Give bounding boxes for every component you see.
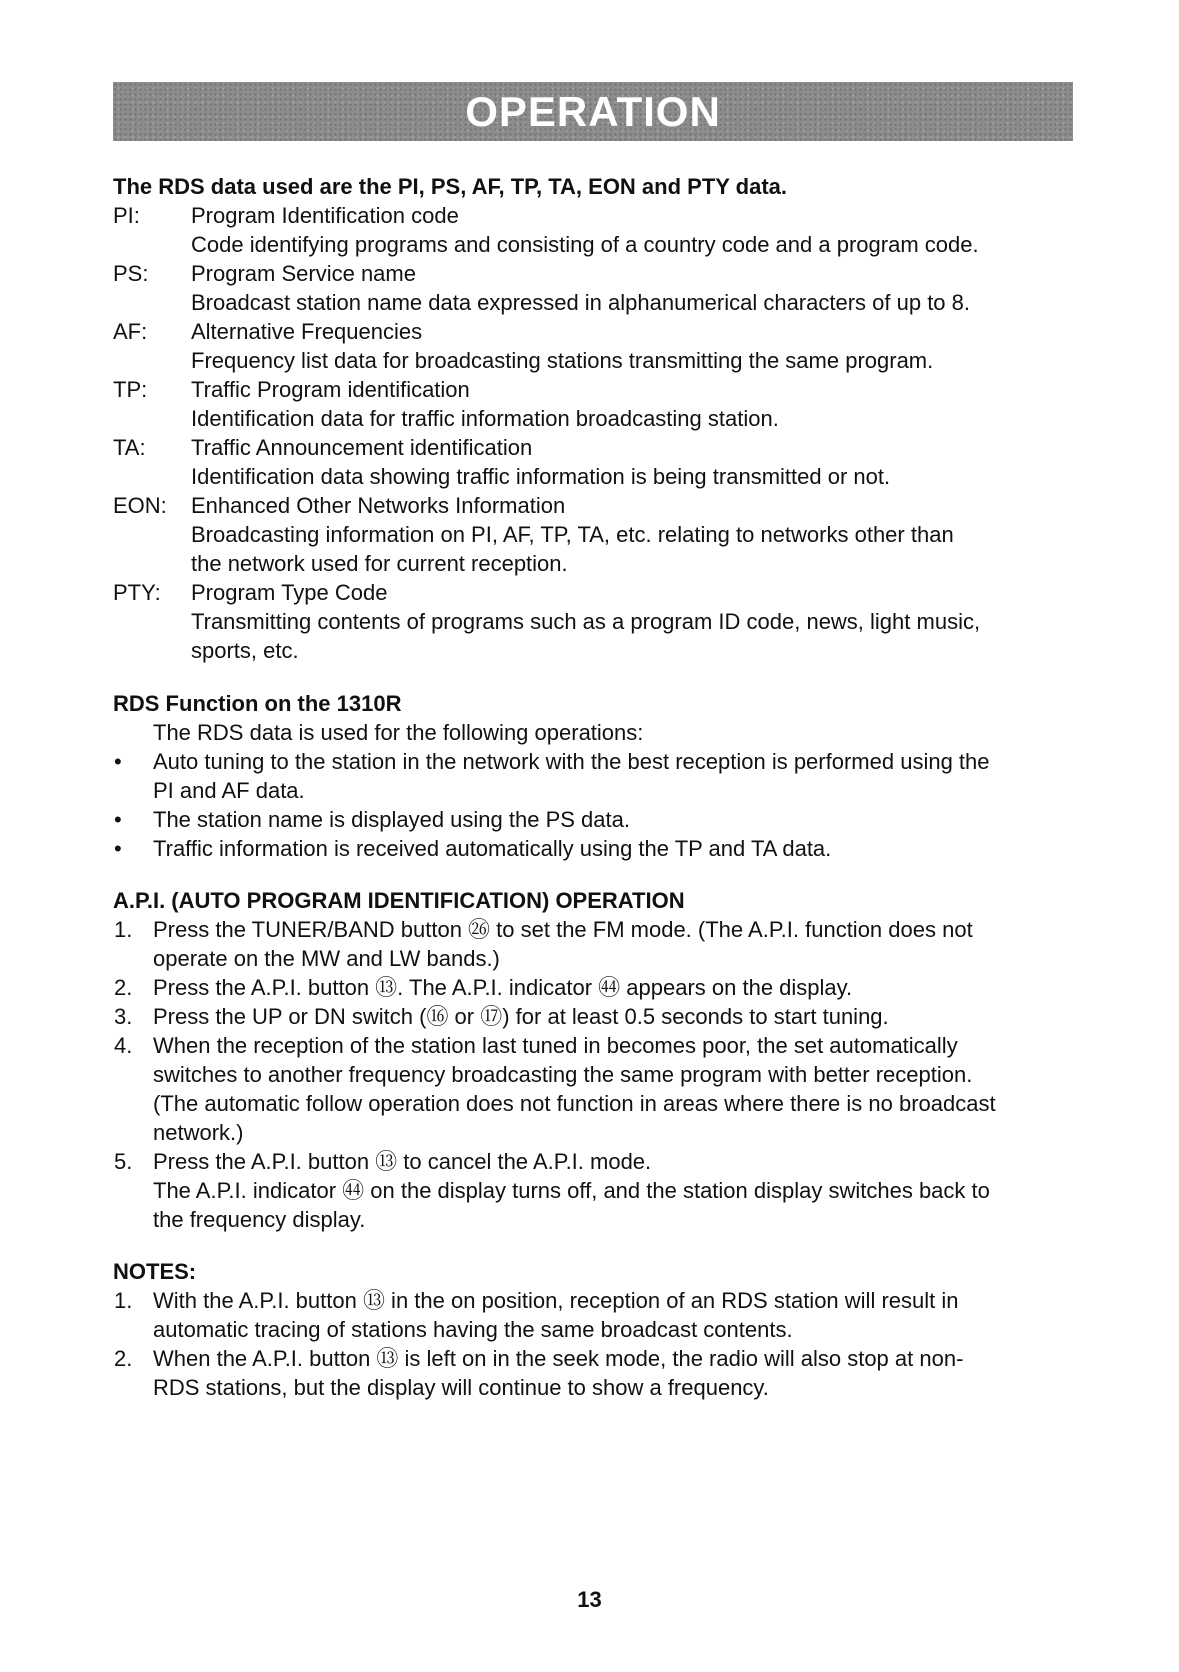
step-text: The A.P.I. indicator ㊹ on the display turns off, and the station display switches back to: [153, 1178, 990, 1203]
step-item: [113, 1031, 1073, 1147]
step-text: Press the TUNER/BAND button ㉖ to set the FM mode. (The A.P.I. function does not: [153, 917, 973, 942]
bullet-text: PI and AF data.: [153, 778, 305, 803]
definition-ta: [113, 433, 1073, 491]
note-item: [113, 1286, 1073, 1344]
definition-title: Enhanced Other Networks Information: [191, 493, 566, 518]
definition-eon: [113, 491, 1073, 578]
definition-term: PS:: [113, 261, 149, 286]
step-item: [113, 1002, 1073, 1031]
notes-heading: NOTES:: [113, 1259, 197, 1284]
bullet-text: Traffic information is received automatically using the TP and TA data.: [153, 836, 832, 861]
step-text: switches to another frequency broadcasting the same program with better reception.: [153, 1062, 973, 1087]
definition-tp: [113, 375, 1073, 433]
bullet-text: The station name is displayed using the PS data.: [153, 807, 630, 832]
definition-term: EON:: [113, 493, 167, 518]
bullet-item: [113, 834, 1073, 863]
definition-title: Traffic Program identification: [191, 377, 470, 402]
step-text: (The automatic follow operation does not function in areas where there is no broadcast: [153, 1091, 996, 1116]
bullet-item: [113, 805, 1073, 834]
definition-description: Frequency list data for broadcasting stations transmitting the same program.: [191, 348, 934, 373]
note-item: [113, 1344, 1073, 1402]
step-text: network.): [153, 1120, 244, 1145]
definition-description: Broadcasting information on PI, AF, TP, TA, etc. relating to networks other than: [191, 522, 954, 547]
definition-pty: [113, 578, 1073, 665]
page-title: OPERATION: [465, 87, 721, 135]
rds-function-intro: The RDS data is used for the following operations:: [153, 720, 644, 745]
definition-pi: [113, 201, 1073, 259]
note-number: 2.: [114, 1346, 133, 1371]
step-number: 5.: [114, 1149, 133, 1174]
note-text: With the A.P.I. button ⑬ in the on position, reception of an RDS station will result in: [153, 1288, 959, 1313]
definition-description: Transmitting contents of programs such as a program ID code, news, light music,: [191, 609, 981, 634]
definition-title: Traffic Announcement identification: [191, 435, 533, 460]
api-operation-heading: A.P.I. (AUTO PROGRAM IDENTIFICATION) OPERATION: [113, 888, 685, 913]
page-number: 13: [577, 1587, 602, 1612]
step-item: [113, 1147, 1073, 1234]
step-number: 2.: [114, 975, 133, 1000]
note-text: automatic tracing of stations having the same broadcast contents.: [153, 1317, 793, 1342]
definition-term: PTY:: [113, 580, 161, 605]
definition-term: AF:: [113, 319, 148, 344]
note-number: 1.: [114, 1288, 133, 1313]
step-text: operate on the MW and LW bands.): [153, 946, 500, 971]
definition-title: Program Service name: [191, 261, 416, 286]
note-text: When the A.P.I. button ⑬ is left on in the seek mode, the radio will also stop at non-: [153, 1346, 964, 1371]
bullet-text: Auto tuning to the station in the network with the best reception is performed using the: [153, 749, 990, 774]
definition-title: Alternative Frequencies: [191, 319, 423, 344]
definition-description: Identification data showing traffic information is being transmitted or not.: [191, 464, 891, 489]
step-text: Press the A.P.I. button ⑬ to cancel the A.P.I. mode.: [153, 1149, 652, 1174]
step-text: When the reception of the station last tuned in becomes poor, the set automatically: [153, 1033, 958, 1058]
bullet-item: [113, 747, 1073, 805]
step-number: 4.: [114, 1033, 133, 1058]
bullet-marker: •: [114, 807, 122, 832]
step-number: 1.: [114, 917, 133, 942]
rds-function-heading: RDS Function on the 1310R: [113, 691, 402, 716]
page-content: [113, 172, 1073, 1402]
step-item: [113, 915, 1073, 973]
definition-description: Code identifying programs and consisting of a country code and a program code.: [191, 232, 979, 257]
step-text: the frequency display.: [153, 1207, 366, 1232]
definition-description: sports, etc.: [191, 638, 299, 663]
page-title-banner: [113, 82, 1073, 141]
definition-af: [113, 317, 1073, 375]
definition-term: TA:: [113, 435, 146, 460]
step-text: Press the A.P.I. button ⑬. The A.P.I. indicator ㊹ appears on the display.: [153, 975, 853, 1000]
definition-title: Program Type Code: [191, 580, 388, 605]
definition-term: PI:: [113, 203, 140, 228]
note-text: RDS stations, but the display will continue to show a frequency.: [153, 1375, 769, 1400]
definition-description: the network used for current reception.: [191, 551, 568, 576]
definition-title: Program Identification code: [191, 203, 459, 228]
definition-ps: [113, 259, 1073, 317]
rds-data-heading: The RDS data used are the PI, PS, AF, TP, TA, EON and PTY data.: [113, 174, 788, 199]
step-item: [113, 973, 1073, 1002]
step-text: Press the UP or DN switch (⑯ or ⑰) for at least 0.5 seconds to start tuning.: [153, 1004, 889, 1029]
definition-term: TP:: [113, 377, 148, 402]
definition-description: Identification data for traffic information broadcasting station.: [191, 406, 779, 431]
bullet-marker: •: [114, 836, 122, 861]
definition-description: Broadcast station name data expressed in alphanumerical characters of up to 8.: [191, 290, 971, 315]
step-number: 3.: [114, 1004, 133, 1029]
bullet-marker: •: [114, 749, 122, 774]
